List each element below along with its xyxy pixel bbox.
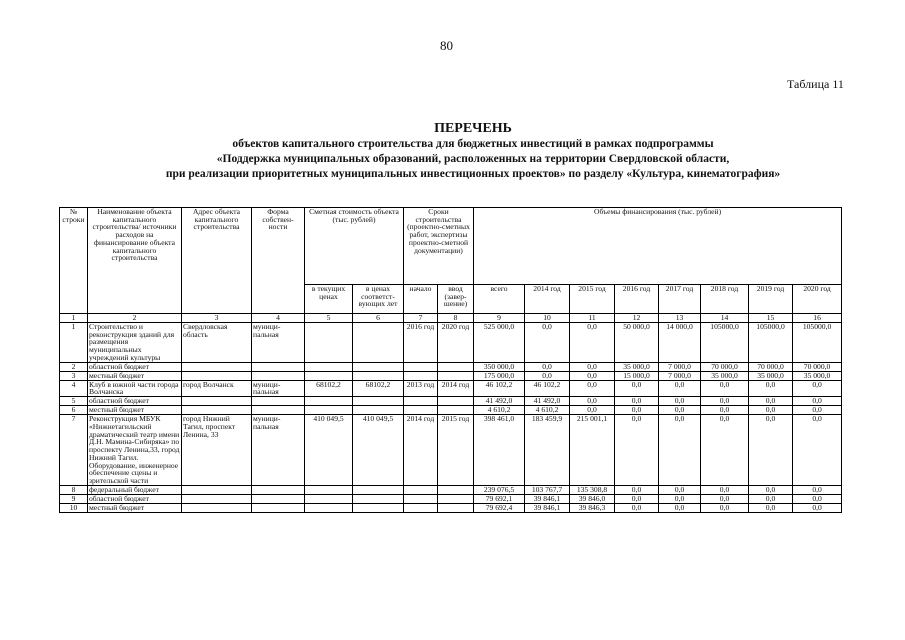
- table-cell: федеральный бюджет: [88, 485, 182, 494]
- header-year: 2016 год: [615, 285, 659, 314]
- document-subtitle-line: «Поддержка муниципальных образований, расположенных на территории Свердловской области,: [216, 153, 730, 165]
- table-cell: 175 000,0: [474, 371, 525, 380]
- table-row: [60, 494, 842, 503]
- table-row: [60, 397, 842, 406]
- table-cell: 4 610,2: [474, 406, 525, 415]
- table-cell: 0,0: [659, 485, 701, 494]
- table-cell: [404, 371, 438, 380]
- table-cell: 0,0: [701, 485, 749, 494]
- table-cell: 7 000,0: [659, 371, 701, 380]
- table-row: [60, 406, 842, 415]
- table-cell: 9: [60, 494, 88, 503]
- table-cell: [438, 371, 474, 380]
- column-number-cell: 3: [182, 314, 252, 323]
- table-cell: 135 308,8: [570, 485, 615, 494]
- column-number-cell: 12: [615, 314, 659, 323]
- header-funding: Объемы финансирования (тыс. рублей): [474, 208, 842, 285]
- document-subtitle-line: объектов капитального строительства для бюджетных инвестиций в рамках подпрограммы: [232, 138, 714, 150]
- table-cell: 46 102,2: [525, 380, 570, 396]
- table-cell: 1: [60, 323, 88, 363]
- table-cell: [182, 406, 252, 415]
- table-cell: 68102,2: [353, 380, 404, 396]
- header-address: Адрес объекта капитального строительства: [182, 208, 252, 314]
- table-cell: 8: [60, 485, 88, 494]
- table-cell: 39 846,3: [570, 503, 615, 512]
- table-cell: 0,0: [525, 371, 570, 380]
- header-start: начало: [404, 285, 438, 314]
- table-cell: 0,0: [749, 380, 793, 396]
- table-cell: 2016 год: [404, 323, 438, 363]
- table-cell: [305, 371, 353, 380]
- table-cell: 0,0: [615, 397, 659, 406]
- table-cell: 7 000,0: [659, 362, 701, 371]
- table-cell: 398 461,0: [474, 415, 525, 486]
- header-ownership: Форма собствен-ности: [252, 208, 305, 314]
- table-cell: 350 000,0: [474, 362, 525, 371]
- table-cell: [252, 371, 305, 380]
- table-cell: 2015 год: [438, 415, 474, 486]
- header-current-prices: в текущих ценах: [305, 285, 353, 314]
- table-cell: 46 102,2: [474, 380, 525, 396]
- table-cell: 0,0: [659, 406, 701, 415]
- table-cell: 10: [60, 503, 88, 512]
- table-cell: 0,0: [701, 503, 749, 512]
- table-cell: [252, 406, 305, 415]
- table-cell: 0,0: [570, 371, 615, 380]
- table-cell: 0,0: [701, 397, 749, 406]
- table-cell: [353, 371, 404, 380]
- table-cell: 183 459,9: [525, 415, 570, 486]
- document-title: ПЕРЕЧЕНЬ: [434, 121, 512, 136]
- table-cell: 70 000,0: [749, 362, 793, 371]
- table-cell: 14 000,0: [659, 323, 701, 363]
- table-cell: Свердловская область: [182, 323, 252, 363]
- table-cell: 0,0: [749, 397, 793, 406]
- table-cell: 2020 год: [438, 323, 474, 363]
- table-row: [60, 485, 842, 494]
- table-cell: [305, 406, 353, 415]
- table-cell: [182, 397, 252, 406]
- table-cell: 0,0: [793, 494, 842, 503]
- table-cell: 0,0: [615, 406, 659, 415]
- table-cell: 0,0: [749, 485, 793, 494]
- table-cell: 0,0: [749, 415, 793, 486]
- table-cell: [404, 397, 438, 406]
- table-cell: 0,0: [570, 406, 615, 415]
- table-cell: 0,0: [793, 485, 842, 494]
- column-number-cell: 14: [701, 314, 749, 323]
- table-cell: 0,0: [701, 494, 749, 503]
- table-cell: 0,0: [659, 494, 701, 503]
- table-cell: 0,0: [749, 494, 793, 503]
- table-cell: 0,0: [615, 494, 659, 503]
- table-cell: 0,0: [570, 362, 615, 371]
- table-cell: 0,0: [701, 415, 749, 486]
- document-subtitle-line: при реализации приоритетных муниципальных инвестиционных проектов» по разделу «Культура, кинематография»: [165, 168, 781, 180]
- table-cell: 4 610,2: [525, 406, 570, 415]
- table-cell: город Волчанск: [182, 380, 252, 396]
- table-cell: [353, 362, 404, 371]
- table-cell: [404, 362, 438, 371]
- table-cell: 2014 год: [404, 415, 438, 486]
- page-number: 80: [440, 38, 453, 53]
- table-row: [60, 503, 842, 512]
- table-cell: [182, 485, 252, 494]
- table-cell: 0,0: [570, 397, 615, 406]
- table-cell: [438, 494, 474, 503]
- table-cell: 105000,0: [701, 323, 749, 363]
- table-cell: [305, 494, 353, 503]
- table-cell: 79 692,4: [474, 503, 525, 512]
- table-cell: Строительство и реконструкция зданий для размещения муниципальных учреждений культуры: [88, 323, 182, 363]
- header-year: 2015 год: [570, 285, 615, 314]
- table-row: [60, 323, 842, 363]
- table-cell: 0,0: [701, 406, 749, 415]
- table-cell: 0,0: [525, 323, 570, 363]
- header-year: 2020 год: [793, 285, 842, 314]
- header-year: 2014 год: [525, 285, 570, 314]
- table-cell: 70 000,0: [793, 362, 842, 371]
- table-cell: 2013 год: [404, 380, 438, 396]
- table-cell: 105000,0: [749, 323, 793, 363]
- table-cell: [438, 397, 474, 406]
- table-cell: местный бюджет: [88, 503, 182, 512]
- table-cell: 0,0: [615, 485, 659, 494]
- table-row: [60, 415, 842, 486]
- column-number-cell: 1: [60, 314, 88, 323]
- table-cell: [305, 397, 353, 406]
- table-cell: муници-пальная: [252, 380, 305, 396]
- column-number-cell: 10: [525, 314, 570, 323]
- table-cell: [438, 485, 474, 494]
- table-cell: 39 846,1: [525, 494, 570, 503]
- table-cell: 35 000,0: [749, 371, 793, 380]
- table-cell: Клуб в южной части города Волчанска: [88, 380, 182, 396]
- column-number-cell: 8: [438, 314, 474, 323]
- table-cell: [438, 362, 474, 371]
- table-cell: 39 846,0: [570, 494, 615, 503]
- table-cell: 0,0: [570, 323, 615, 363]
- table-cell: 0,0: [659, 415, 701, 486]
- table-cell: областной бюджет: [88, 362, 182, 371]
- table-cell: 0,0: [570, 380, 615, 396]
- table-cell: [404, 494, 438, 503]
- table-cell: город Нижний Тагил, проспект Ленина, 33: [182, 415, 252, 486]
- table-cell: [252, 485, 305, 494]
- table-cell: 0,0: [793, 406, 842, 415]
- table-cell: 39 846,1: [525, 503, 570, 512]
- header-object-name: Наименование объекта капитального строительства/ источники расходов на финансирование объекта капитального строительства: [88, 208, 182, 314]
- table-cell: [182, 494, 252, 503]
- column-number-cell: 9: [474, 314, 525, 323]
- table-cell: [404, 503, 438, 512]
- column-number-cell: 11: [570, 314, 615, 323]
- table-cell: [353, 494, 404, 503]
- table-cell: [353, 485, 404, 494]
- header-terms: Сроки строительства (проектно-сметных работ, экспертизы проектно-сметной документации): [404, 208, 474, 285]
- header-estimated-cost: Сметная стоимость объекта (тыс. рублей): [305, 208, 404, 285]
- table-cell: [305, 362, 353, 371]
- table-cell: 0,0: [793, 415, 842, 486]
- header-total: всего: [474, 285, 525, 314]
- column-number-cell: 15: [749, 314, 793, 323]
- table-cell: 0,0: [793, 503, 842, 512]
- capital-construction-table: [59, 207, 842, 513]
- table-cell: муници-пальная: [252, 415, 305, 486]
- table-cell: [305, 323, 353, 363]
- table-cell: 6: [60, 406, 88, 415]
- table-cell: 215 001,1: [570, 415, 615, 486]
- table-cell: [305, 485, 353, 494]
- table-cell: 525 000,0: [474, 323, 525, 363]
- table-cell: 0,0: [749, 406, 793, 415]
- table-cell: [252, 503, 305, 512]
- table-cell: 3: [60, 371, 88, 380]
- table-label: Таблица 11: [787, 77, 844, 91]
- table-cell: 103 767,7: [525, 485, 570, 494]
- table-row: [60, 362, 842, 371]
- column-number-cell: 16: [793, 314, 842, 323]
- header-row-no: № строки: [60, 208, 88, 314]
- table-cell: 70 000,0: [701, 362, 749, 371]
- table-cell: [182, 371, 252, 380]
- table-cell: 2: [60, 362, 88, 371]
- table-cell: [404, 485, 438, 494]
- table-cell: 0,0: [525, 362, 570, 371]
- table-cell: 0,0: [659, 397, 701, 406]
- header-past-prices: в ценах соответст-вующих лет: [353, 285, 404, 314]
- table-cell: 5: [60, 397, 88, 406]
- table-cell: местный бюджет: [88, 371, 182, 380]
- table-row: [60, 371, 842, 380]
- column-number-cell: 2: [88, 314, 182, 323]
- table-cell: [252, 362, 305, 371]
- table-body: [60, 323, 842, 513]
- table-cell: 15 000,0: [615, 371, 659, 380]
- table-cell: 4: [60, 380, 88, 396]
- table-cell: 0,0: [659, 503, 701, 512]
- table-cell: 410 049,5: [353, 415, 404, 486]
- table-cell: 0,0: [659, 380, 701, 396]
- table-cell: 0,0: [615, 380, 659, 396]
- header-year: 2018 год: [701, 285, 749, 314]
- table-cell: 0,0: [615, 503, 659, 512]
- table-cell: [305, 503, 353, 512]
- column-number-cell: 4: [252, 314, 305, 323]
- table-cell: 7: [60, 415, 88, 486]
- table-cell: 35 000,0: [793, 371, 842, 380]
- table-cell: [353, 397, 404, 406]
- column-number-row: [60, 314, 842, 323]
- table-cell: [404, 406, 438, 415]
- table-cell: 35 000,0: [701, 371, 749, 380]
- table-cell: областной бюджет: [88, 494, 182, 503]
- table-row: [60, 380, 842, 396]
- table-cell: 410 049,5: [305, 415, 353, 486]
- table-cell: областной бюджет: [88, 397, 182, 406]
- table-cell: 79 692,1: [474, 494, 525, 503]
- table-cell: [182, 362, 252, 371]
- column-number-cell: 6: [353, 314, 404, 323]
- table-cell: 41 492,0: [474, 397, 525, 406]
- table-cell: муници-пальная: [252, 323, 305, 363]
- table-cell: местный бюджет: [88, 406, 182, 415]
- table-cell: 2014 год: [438, 380, 474, 396]
- table-cell: 0,0: [701, 380, 749, 396]
- header-year: 2019 год: [749, 285, 793, 314]
- table-cell: [252, 397, 305, 406]
- table-cell: 0,0: [749, 503, 793, 512]
- table-cell: 105000,0: [793, 323, 842, 363]
- table-cell: 35 000,0: [615, 362, 659, 371]
- table-cell: [438, 503, 474, 512]
- table-cell: [252, 494, 305, 503]
- table-cell: 0,0: [793, 397, 842, 406]
- column-number-cell: 7: [404, 314, 438, 323]
- column-number-cell: 5: [305, 314, 353, 323]
- column-number-cell: 13: [659, 314, 701, 323]
- table-cell: 41 492,0: [525, 397, 570, 406]
- header-commissioning: ввод (завер-шение): [438, 285, 474, 314]
- table-cell: 50 000,0: [615, 323, 659, 363]
- table-cell: [182, 503, 252, 512]
- table-cell: 239 076,5: [474, 485, 525, 494]
- table-cell: [353, 323, 404, 363]
- table-cell: 68102,2: [305, 380, 353, 396]
- table-cell: Реконструкция МБУК «Нижнетагильский драматический театр имени Д.Н. Мамина-Сибиряка» по проспекту Ленина,33, город Нижний Тагил. Оборудование, инженерное обеспечение сцены и зрительской части: [88, 415, 182, 486]
- table-cell: [438, 406, 474, 415]
- table-cell: [353, 503, 404, 512]
- header-year: 2017 год: [659, 285, 701, 314]
- table-cell: [353, 406, 404, 415]
- table-cell: 0,0: [615, 415, 659, 486]
- table-cell: 0,0: [793, 380, 842, 396]
